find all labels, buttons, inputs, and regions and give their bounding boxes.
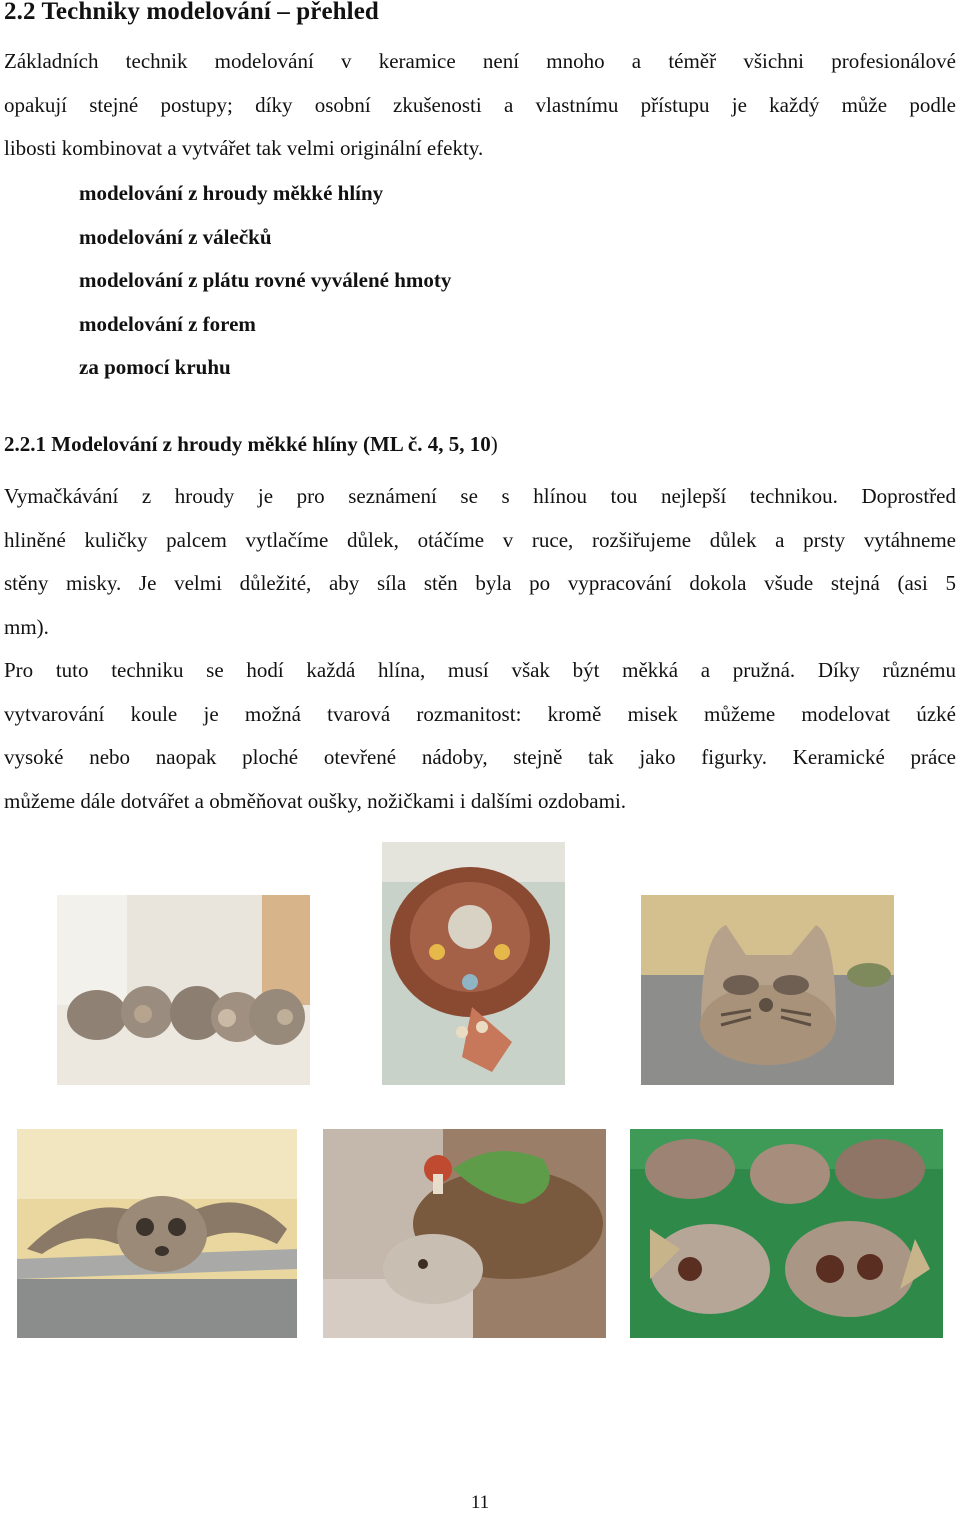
section-heading: 2.2 Techniky modelování – přehled <box>4 0 379 25</box>
technique-list <box>79 172 451 390</box>
fish-figures-photo <box>630 1129 943 1338</box>
list-item: modelování z forem <box>79 311 256 336</box>
owl-pot-photo <box>17 1129 297 1338</box>
subsection-heading-paren: ) <box>490 432 498 456</box>
cat-face-pot-photo <box>641 895 894 1085</box>
text-line: libosti kombinovat a vytvářet tak velmi originální efekty. <box>4 136 484 160</box>
list-item: modelování z hroudy měkké hlíny <box>79 181 384 205</box>
decorated-turtle-bowl-photo <box>382 842 565 1085</box>
list-item: modelování z plátu rovné vyválené hmoty <box>79 268 452 292</box>
subsection-heading-text: 2.2.1 Modelování z hroudy měkké hlíny (ML č. 4, 5, 10 <box>4 432 491 456</box>
text-line: mm). <box>4 614 49 639</box>
text-line: vysoké nebo naopak ploché otevřené nádoby, stejně tak jako figurky. Keramické práce <box>4 745 956 769</box>
text-line: Vymačkávání z hroudy je pro seznámení se s hlínou tou nejlepší technikou. Doprostřed <box>4 484 956 508</box>
subsection-heading <box>4 432 498 457</box>
text-line: můžeme dále dotvářet a obměňovat oušky, nožičkami i dalšími ozdobami. <box>4 788 627 813</box>
text-line: Pro tuto techniku se hodí každá hlína, musí však být měkká a pružná. Díky různému <box>4 658 956 682</box>
text-line: opakují stejné postupy; díky osobní zkušenosti a vlastnímu přístupu je každý může podle <box>4 92 956 117</box>
intro-paragraph <box>4 40 956 171</box>
text-line: Základních technik modelování v keramice není mnoho a téměř všichni profesionálové <box>4 49 956 73</box>
body-paragraph-1 <box>4 475 956 649</box>
list-item: modelování z válečků <box>79 224 272 249</box>
text-line: stěny misky. Je velmi důležité, aby síla stěn byla po vypracování dokola všude stejná (asi 5 <box>4 571 956 595</box>
page-number: 11 <box>470 1492 490 1513</box>
text-line: hliněné kuličky palcem vytlačíme důlek, otáčíme v ruce, rozšiřujeme důlek a prsty vytáhneme <box>4 527 956 552</box>
ceramic-cups-photo <box>57 895 310 1085</box>
list-item: za pomocí kruhu <box>79 355 231 379</box>
text-line: vytvarování koule je možná tvarová rozmanitost: kromě misek můžeme modelovat úzké <box>4 701 956 726</box>
hedgehog-figure-photo <box>323 1129 606 1338</box>
body-paragraph-2 <box>4 649 956 823</box>
